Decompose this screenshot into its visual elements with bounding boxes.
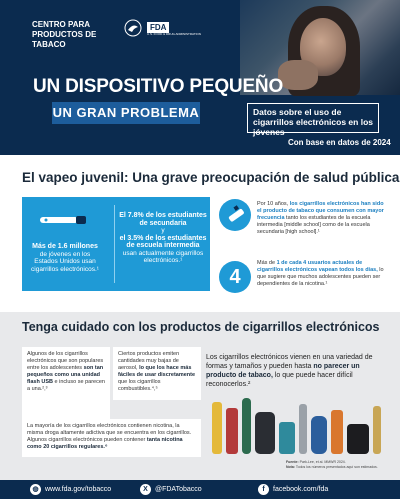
device-box-dark [255, 412, 275, 454]
device-pod-blue [311, 416, 327, 454]
footer-twitter[interactable] [140, 484, 202, 495]
devices-rest: lo que puede hacer difícil reconocerlos.² [206, 372, 353, 388]
card-aerosol-pre: Ciertos productos emiten cantidades muy bajas de aerosol, [118, 351, 180, 371]
stat-pct-and: y [161, 227, 165, 234]
fact-ten-years-rest: tanto los estudiantes de la escuela intermedia [middle school] como de la escuela secundaria [high school].¹ [257, 215, 371, 235]
stats-divider [114, 205, 115, 283]
section2-title: Tenga cuidado con los productos de cigarrillos electrónicos [22, 320, 380, 334]
note-text: Todos los números presentados aquí son estimados. [295, 464, 378, 469]
hero-banner [0, 0, 400, 155]
facebook-icon: f [258, 484, 269, 495]
fda-logo: FDA [147, 22, 169, 33]
brand-name: CENTRO PARA PRODUCTOS DE TABACO [32, 20, 97, 49]
card-nicotine-pre: La mayoría de los cigarrillos electrónicos contienen nicotina, la misma droga altamente adictiva que se encuentra en los cigarrillos. Algunos cigarrillos electrónicos pueden contener [27, 423, 192, 443]
device-pod-red [226, 408, 238, 454]
footer-facebook[interactable] [258, 484, 328, 495]
number-four-icon: 4 [219, 261, 251, 293]
card-nicotine-bold: tanta nicotina como 20 cigarrillos regulares.⁶ [27, 437, 183, 450]
fact-ten-years [257, 201, 389, 236]
based-on-label: Con base en datos de 2024 [288, 138, 391, 147]
device-usb-teal [279, 422, 295, 454]
vape-device-glyph [219, 199, 251, 231]
title-line1: UN DISPOSITIVO PEQUEÑO [33, 76, 284, 97]
device-pen-yellow [212, 402, 222, 454]
globe-icon: ◍ [30, 484, 41, 495]
device-mod-black [347, 424, 369, 454]
devices-pre: Los cigarrillos electrónicos vienen en una variedad de formas y tamaños y pueden hasta [206, 354, 373, 370]
fact-ten-years-bold: los cigarrillos electrónicos han sido el producto de tabaco que consumen con mayor frecuencia [257, 201, 384, 221]
subtitle-box: Datos sobre el uso de cigarrillos electrónicos en los jóvenes [247, 103, 379, 133]
stat-pct-middle: el 3.5% de los estudiantes de escuela intermedia [119, 234, 207, 249]
device-pen-gold [373, 406, 381, 454]
fact-daily-users [257, 260, 389, 288]
footer-website[interactable] [30, 484, 111, 495]
stat-millions-rest: de jóvenes en los Estados Unidos usan cigarrillos electrónicos.¹ [31, 250, 99, 273]
vape-device-icon [219, 199, 251, 231]
fact-daily-rest: lo que sugiere que muchos adolescentes pueden ser dependientes de la nicotina.¹ [257, 267, 384, 287]
devices-description [206, 353, 386, 389]
card-usb-bold: son tan pequeños como una unidad flash USB [27, 365, 104, 385]
title-line2: UN GRAN PROBLEMA [52, 102, 200, 124]
twitter-link[interactable]: @FDATobacco [155, 486, 202, 493]
fact-daily-pre: Más de [257, 260, 276, 266]
fact-ten-years-pre: Por 10 años, [257, 201, 289, 207]
source-text: Park-Lee, et al. MMWR 2024. [299, 460, 346, 464]
x-icon: X [140, 484, 151, 495]
stat-pct-rest: usan actualmente cigarrillos electrónicos.¹ [122, 249, 204, 264]
device-stick-green [242, 398, 251, 454]
card-nicotine [22, 419, 201, 457]
card-aerosol-rest: que los cigarrillos combustibles.⁴,⁵ [118, 379, 161, 392]
source-note [286, 460, 396, 469]
footer [0, 480, 400, 499]
card-aerosol-bold: lo que los hace más fáciles de usar discretamente [118, 365, 196, 378]
fda-subtitle: U.S. FOOD & DRUG ADMINISTRATION [147, 32, 201, 36]
photo-hand [278, 60, 318, 90]
source-label: Fuente: [286, 460, 299, 464]
stat-pct-high: El 7.8% de los estudiantes de secundaria [119, 212, 207, 227]
device-disposable-orange [331, 410, 343, 454]
card-usb-size [22, 347, 110, 425]
device-pen-silver [299, 404, 307, 454]
section1-title: El vapeo juvenil: Una grave preocupación de salud pública [22, 170, 400, 185]
website-link[interactable]: www.fda.gov/tobacco [45, 486, 112, 493]
fact-daily-bold: 1 de cada 4 usuarios actuales de cigarrillos electrónicos vapean todos los días, [257, 260, 378, 273]
facebook-link[interactable]: facebook.com/fda [273, 486, 329, 493]
stat-millions [29, 243, 101, 273]
vape-pen-icon [40, 213, 86, 227]
note-label: Nota: [286, 464, 295, 469]
card-usb-pre: Algunos de los cigarrillos electrónicos que son populares entre los adolescentes [27, 351, 104, 371]
stat-percentages [118, 212, 208, 265]
stat-millions-bold: Más de 1.6 millones [32, 243, 98, 250]
hhs-eagle-icon [124, 19, 142, 37]
card-usb-rest: e incluso se parecen a una.²,³ [27, 379, 105, 392]
devices-bold: no parecer un producto de tabaco, [206, 363, 360, 379]
card-low-aerosol [113, 347, 201, 400]
